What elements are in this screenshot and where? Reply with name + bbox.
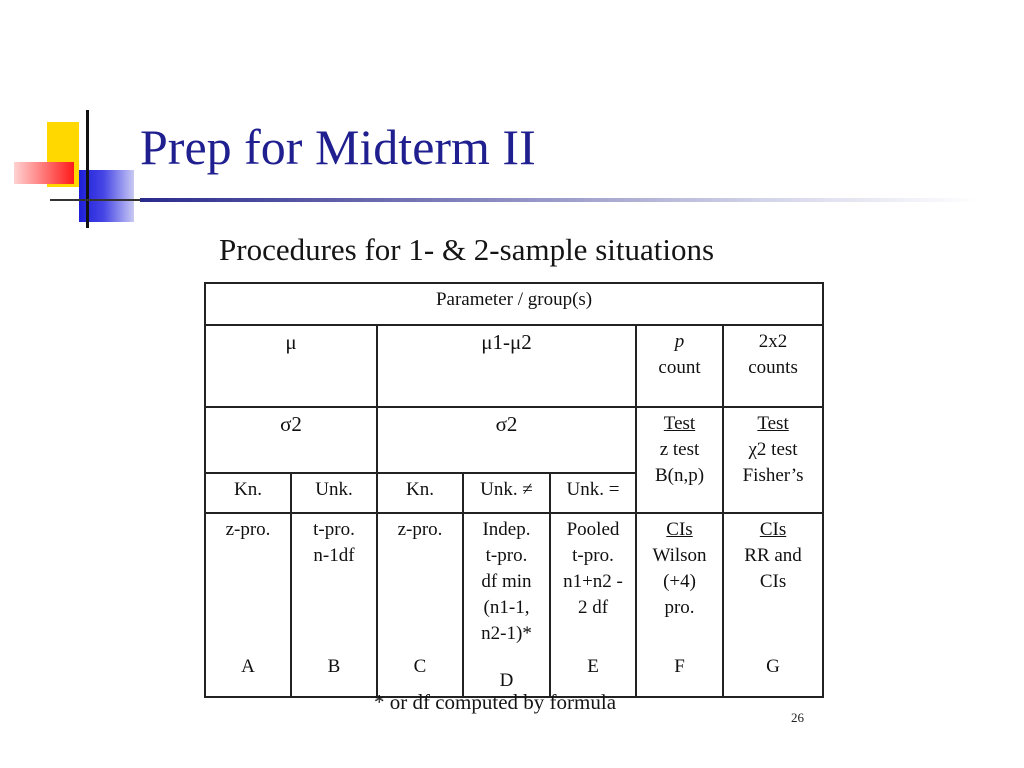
logo-horizontal-line xyxy=(50,199,145,201)
procedure-line: pro. xyxy=(664,597,695,618)
procedure-letter: F xyxy=(674,656,685,677)
procedure-letter: G xyxy=(766,656,780,677)
procedure-letter: C xyxy=(413,656,427,677)
known-label-c: Kn. xyxy=(377,473,463,513)
procedure-cell-e xyxy=(550,513,636,697)
procedure-line: t-pro. xyxy=(485,545,528,566)
procedure-line: Wilson xyxy=(652,545,707,566)
f-test-cell xyxy=(636,407,723,513)
sigma-sq-cell-2 xyxy=(377,407,636,473)
p-count-cell xyxy=(636,325,723,407)
procedure-line: n2-1)* xyxy=(481,623,532,644)
procedure-cell-b xyxy=(291,513,377,697)
procedure-letter: E xyxy=(587,656,599,677)
table-footnote: * or df computed by formula xyxy=(374,690,617,714)
sigma-sq-cell-1 xyxy=(205,407,377,473)
mu-diff-symbol: μ1-μ2 xyxy=(481,330,532,354)
procedure-line: t-pro. xyxy=(313,519,355,540)
test-label-g: Test xyxy=(757,413,789,434)
p-symbol: p xyxy=(674,331,685,352)
known-label-a: Kn. xyxy=(205,473,291,513)
mu-diff-cell xyxy=(377,325,636,407)
procedure-line: CIs xyxy=(759,571,787,592)
mu-symbol: μ xyxy=(285,330,297,354)
procedure-letter: A xyxy=(241,656,255,677)
procedure-line: 2 df xyxy=(577,597,609,618)
procedure-line: Indep. xyxy=(482,519,531,540)
two-by-two-label: 2x2 xyxy=(758,331,788,352)
chi-square-test-label: χ2 test xyxy=(748,439,798,460)
procedure-line: n1+n2 - xyxy=(563,571,623,592)
procedure-line: CIs xyxy=(666,519,693,540)
title-underline xyxy=(140,198,980,202)
fishers-label: Fisher’s xyxy=(742,465,804,486)
unknown-label-b: Unk. xyxy=(291,473,377,513)
procedure-cell-d xyxy=(463,513,550,697)
g-test-cell xyxy=(723,407,823,513)
table-heading: Procedures for 1- & 2-sample situations xyxy=(219,232,715,267)
procedure-line: z-pro. xyxy=(397,519,443,540)
counts-label: counts xyxy=(748,357,798,378)
procedure-line: t-pro. xyxy=(572,545,614,566)
procedure-line: (n1-1, xyxy=(483,597,530,618)
logo-red-block xyxy=(14,162,74,184)
procedure-line: Pooled xyxy=(566,519,620,540)
mu-cell xyxy=(205,325,377,407)
procedure-line: RR and xyxy=(744,545,802,566)
procedure-cell-f xyxy=(636,513,723,697)
procedure-line: CIs xyxy=(759,519,787,540)
sigma-sq-symbol-2: σ2 xyxy=(495,412,518,436)
logo-vertical-line xyxy=(86,110,89,228)
procedure-line: df min xyxy=(481,571,532,592)
parameter-header: Parameter / group(s) xyxy=(205,283,823,325)
procedure-line: z-pro. xyxy=(225,519,271,540)
procedure-letter: B xyxy=(327,656,341,677)
count-label: count xyxy=(658,357,701,378)
procedure-line: (+4) xyxy=(663,571,696,592)
procedure-cell-c xyxy=(377,513,463,697)
unknown-equal-label: Unk. = xyxy=(550,473,636,513)
procedure-letter: D xyxy=(499,670,514,691)
procedure-cell-g xyxy=(723,513,823,697)
procedures-table xyxy=(204,282,824,698)
two-by-two-cell xyxy=(723,325,823,407)
slide-title: Prep for Midterm II xyxy=(140,119,536,175)
unknown-unequal-label: Unk. ≠ xyxy=(463,473,550,513)
page-number: 26 xyxy=(791,710,804,725)
procedure-cell-a xyxy=(205,513,291,697)
procedure-line: n-1df xyxy=(313,545,355,566)
binomial-label: B(n,p) xyxy=(654,465,705,486)
sigma-sq-symbol-1: σ2 xyxy=(280,412,302,436)
z-test-label: z test xyxy=(659,439,700,460)
test-label-f: Test xyxy=(663,413,696,434)
